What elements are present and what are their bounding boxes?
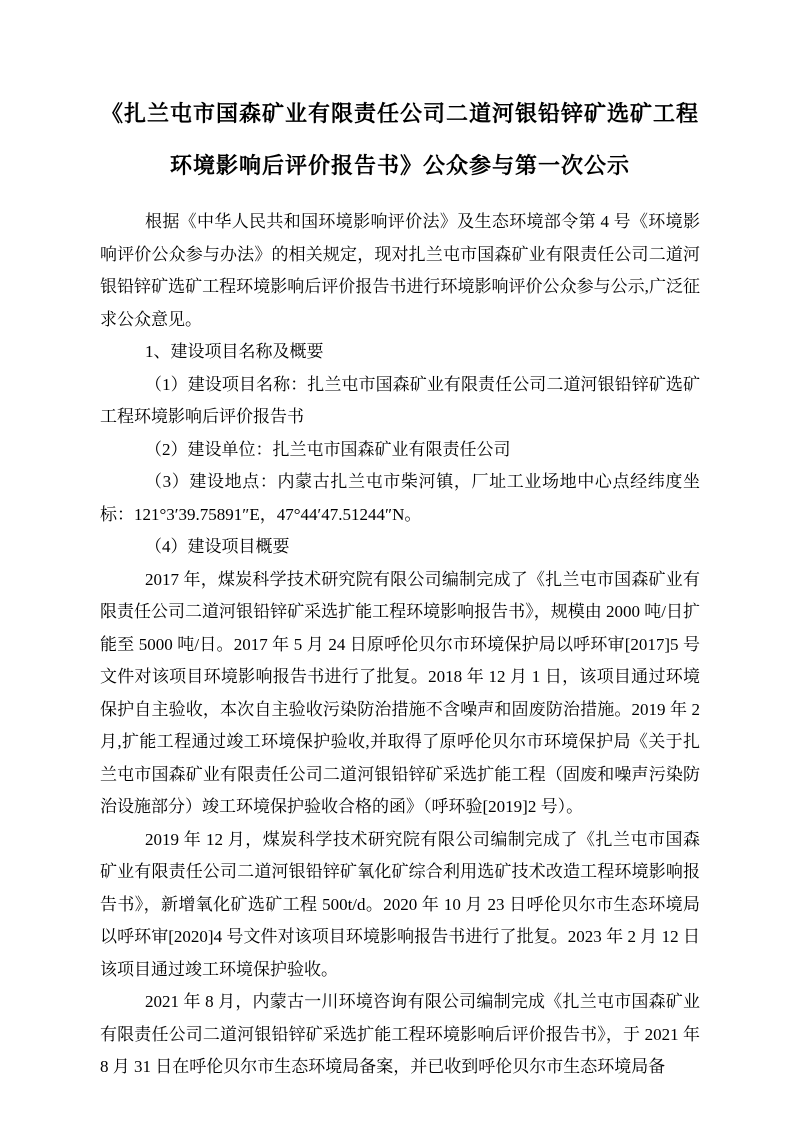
item-project-overview-heading: （4）建设项目概要 [145,537,290,556]
history-2019-paragraph: 2019 年 12 月，煤炭科学技术研究院有限公司编制完成了《扎兰屯市国森矿业有限责任公司二道河银铅锌矿氧化矿综合利用选矿技术改造工程环境影响报告书》，新增氧化矿选矿工程 500t/d。2020 年 10 月 23 日呼伦贝尔市生态环境局以呼环审[2020]4 号文件对该项目环境影响报告书进行了批复。2023 年 2 月 12 日该项目通过竣工环境保护验收。 [100,829,700,979]
section-1-heading: 1、建设项目名称及概要 [145,342,324,361]
intro-paragraph: 根据《中华人民共和国环境影响评价法》及生态环境部令第 4 号《环境影响评价公众参与办法》的相关规定，现对扎兰屯市国森矿业有限责任公司二道河银铅锌矿选矿工程环境影响后评价报告书进行环境影响评价公众参与公示,广泛征求公众意见。 [100,212,700,329]
history-2017-paragraph: 2017 年，煤炭科学技术研究院有限公司编制完成了《扎兰屯市国森矿业有限责任公司二道河银铅锌矿采选扩能工程环境影响报告书》，规模由 2000 吨/日扩能至 5000 吨/日。2017 年 5 月 24 日原呼伦贝尔市环境保护局以呼环审[2017]5 号文件对该项目环境影响报告书进行了批复。2018 年 12 月 1 日，该项目通过环境保护自主验收，本次自主验收污染防治措施不含噪声和固废防治措施。2019 年 2 月,扩能工程通过竣工环境保护验收,并取得了原呼伦贝尔市环境保护局《关于扎兰屯市国森矿业有限责任公司二道河银铅锌矿采选扩能工程（固废和噪声污染防治设施部分）竣工环境保护验收合格的函》（呼环验[2019]2 号）。 [100,569,700,816]
history-2021-paragraph: 2021 年 8 月，内蒙古一川环境咨询有限公司编制完成《扎兰屯市国森矿业有限责任公司二道河银铅锌矿采选扩能工程环境影响后评价报告书》，于 2021 年 8 月 31 日在呼伦贝尔市生态环境局备案，并已收到呼伦贝尔市生态环境局备 [100,992,700,1076]
item-construction-location: （3）建设地点：内蒙古扎兰屯市柴河镇，厂址工业场地中心点经纬度坐标：121°3′39.75891″E，47°44′47.51244″N。 [100,472,700,524]
document-title [100,88,700,192]
document-body [100,206,700,1084]
item-project-name: （1）建设项目名称：扎兰屯市国森矿业有限责任公司二道河银铅锌矿选矿工程环境影响后评价报告书 [100,374,700,426]
document-title-line-1: 《扎兰屯市国森矿业有限责任公司二道河银铅锌矿选矿工程 [100,101,699,126]
document-title-line-2: 环境影响后评价报告书》公众参与第一次公示 [169,153,630,178]
item-construction-unit: （2）建设单位：扎兰屯市国森矿业有限责任公司 [145,439,511,459]
